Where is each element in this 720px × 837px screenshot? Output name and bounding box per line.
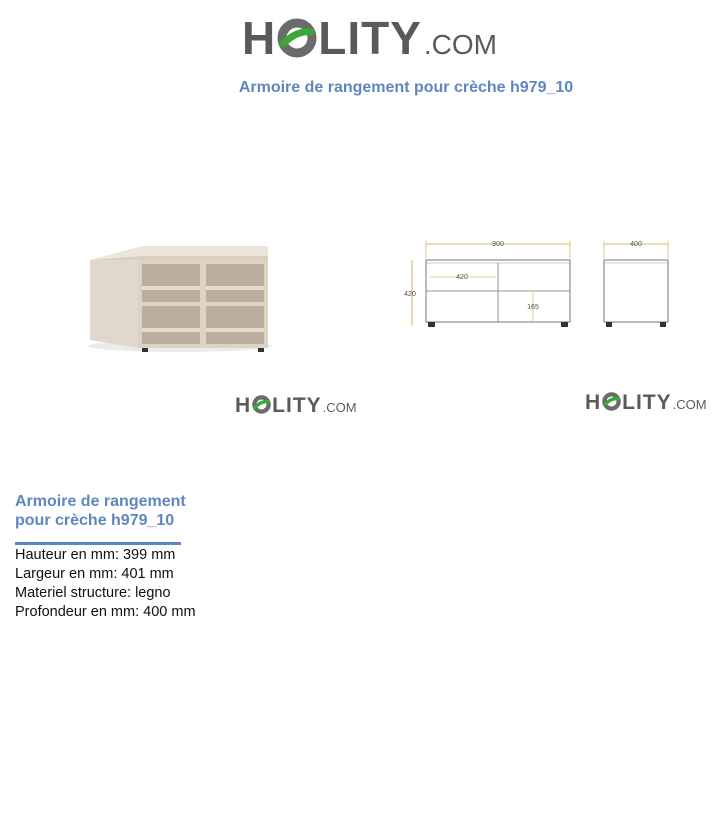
logo-letters-lity: LITY (622, 391, 672, 414)
logo-o-icon (252, 395, 271, 414)
logo-tld: .COM (672, 397, 707, 412)
logo-letters-lity: LITY (318, 12, 422, 64)
page-title: Armoire de rangement pour crèche h979_10 (238, 79, 574, 96)
logo-o-icon (602, 392, 621, 411)
dim-inner-width: 420 (456, 274, 468, 281)
holity-logo-small (585, 390, 707, 413)
logo-letter-h: H (242, 12, 277, 64)
logo-tld: .COM (423, 29, 498, 60)
product-title (15, 492, 205, 530)
title-divider (15, 542, 181, 545)
logo-letters-lity: LITY (272, 394, 322, 417)
spec-list (15, 546, 196, 622)
holity-logo-small (235, 393, 357, 416)
logo-tld: .COM (322, 400, 357, 415)
product-image[interactable] (80, 236, 280, 361)
holity-logo[interactable] (242, 12, 498, 64)
logo-o-icon (277, 18, 317, 58)
dim-height: 420 (404, 291, 416, 298)
logo-letter-h: H (235, 394, 252, 417)
spec-depth: Profondeur en mm: 400 mm (15, 604, 196, 620)
spec-width: Largeur en mm: 401 mm (15, 566, 174, 582)
logo-letter-h: H (585, 391, 602, 414)
dim-width: 900 (492, 241, 504, 248)
dim-shelf: 165 (527, 304, 539, 311)
product-title-line1: Armoire de rangement (15, 493, 186, 510)
dim-depth: 400 (630, 241, 642, 248)
product-title-line2: pour crèche h979_10 (15, 512, 175, 529)
technical-drawing[interactable] (402, 234, 672, 339)
spec-material: Materiel structure: legno (15, 585, 171, 601)
spec-height: Hauteur en mm: 399 mm (15, 547, 176, 563)
